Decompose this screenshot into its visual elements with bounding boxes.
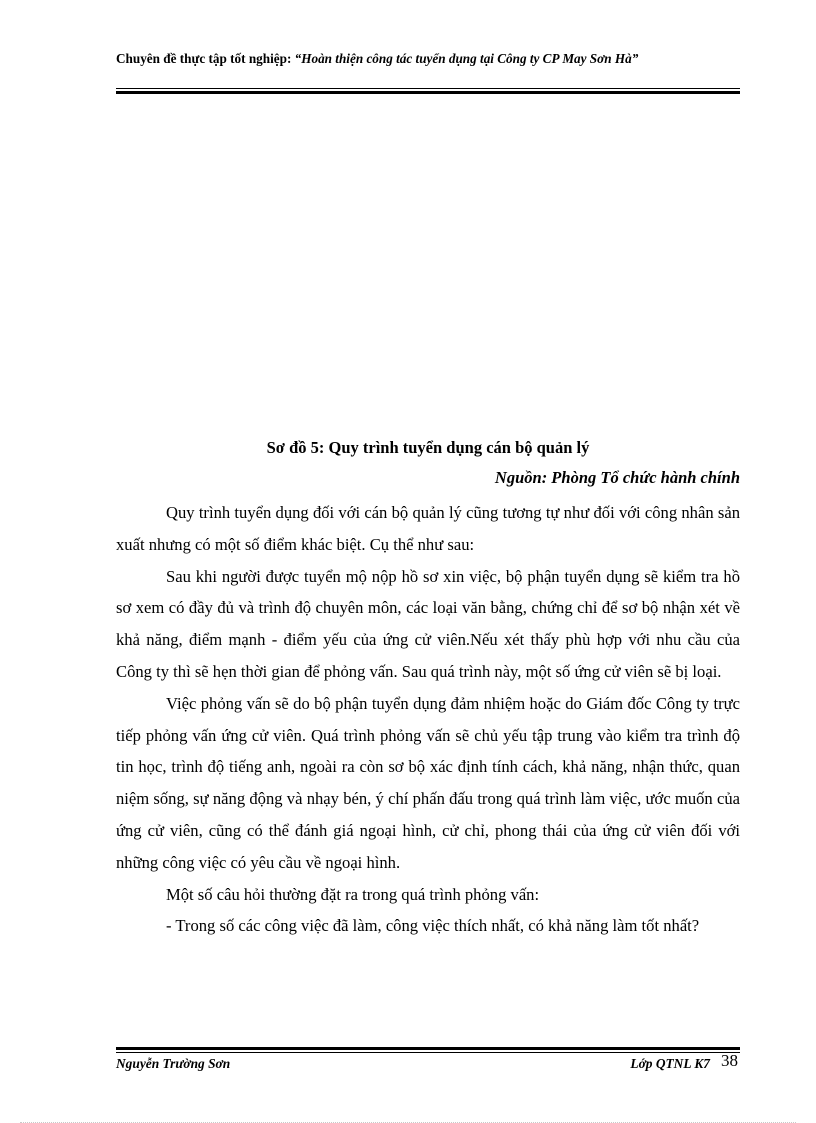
paragraph: - Trong số các công việc đã làm, công việc thích nhất, có khả năng làm tốt nhất? — [166, 916, 700, 936]
page-number: 38 — [721, 1051, 738, 1070]
paragraph: Việc phỏng vấn sẽ do bộ phận tuyển dụng đảm nhiệm hoặc do Giám đốc Công ty trực tiếp phỏng vấn ứng cử viên. Quá trình phỏng vấn sẽ chủ yếu tập trung vào kiểm tra trình độ tin học, trình độ tiếng anh, ngoài ra còn sơ bộ xác định tính cách, khả năng, nhận thức, quan niệm sống, sự năng động và nhạy bén, ý chí phấn đấu trong quá trình làm việc, ước muốn của ứng cử viên, cũng có thể đánh giá ngoại hình, cử chỉ, phong thái của ứng cử viên đối với những công việc có yêu cầu về ngoại hình. — [116, 693, 740, 872]
paragraph: Sau khi người được tuyển mộ nộp hồ sơ xin việc, bộ phận tuyển dụng sẽ kiểm tra hồ sơ xem có đầy đủ và trình độ chuyên môn, các loại văn bằng, chứng chỉ để sơ bộ nhận xét về khả năng, điểm mạnh - điểm yếu của ứng cử viên.Nếu xét thấy phù hợp với nhu cầu của Công ty thì sẽ hẹn thời gian để phỏng vấn. Sau quá trình này, một số ứng cử viên sẽ bị loại. — [116, 566, 740, 681]
footer-author: Nguyễn Trường Sơn — [116, 1056, 231, 1071]
header-title: “Hoàn thiện công tác tuyển dụng tại Công ty CP May Sơn Hà” — [294, 51, 639, 66]
header-prefix: Chuyên đề thực tập tốt nghiệp: — [116, 51, 292, 66]
paragraph: Một số câu hỏi thường đặt ra trong quá trình phỏng vấn: — [166, 884, 540, 904]
body-text — [116, 497, 740, 942]
footer-rule-thick — [116, 1047, 740, 1050]
page-header — [116, 50, 740, 68]
footer-class: Lớp QTNL K7 — [630, 1056, 710, 1071]
header-rule-thick — [116, 91, 740, 94]
header-rule-thin — [116, 88, 740, 89]
footer-rule-thin — [116, 1052, 740, 1053]
paragraph: Quy trình tuyển dụng đối với cán bộ quản lý cũng tương tự như đối với công nhân sản xuất nhưng có một số điểm khác biệt. Cụ thể như sau: — [116, 503, 740, 554]
figure-source: Nguồn: Phòng Tổ chức hành chính — [494, 468, 740, 487]
figure-caption: Sơ đồ 5: Quy trình tuyển dụng cán bộ quản lý — [266, 438, 590, 457]
